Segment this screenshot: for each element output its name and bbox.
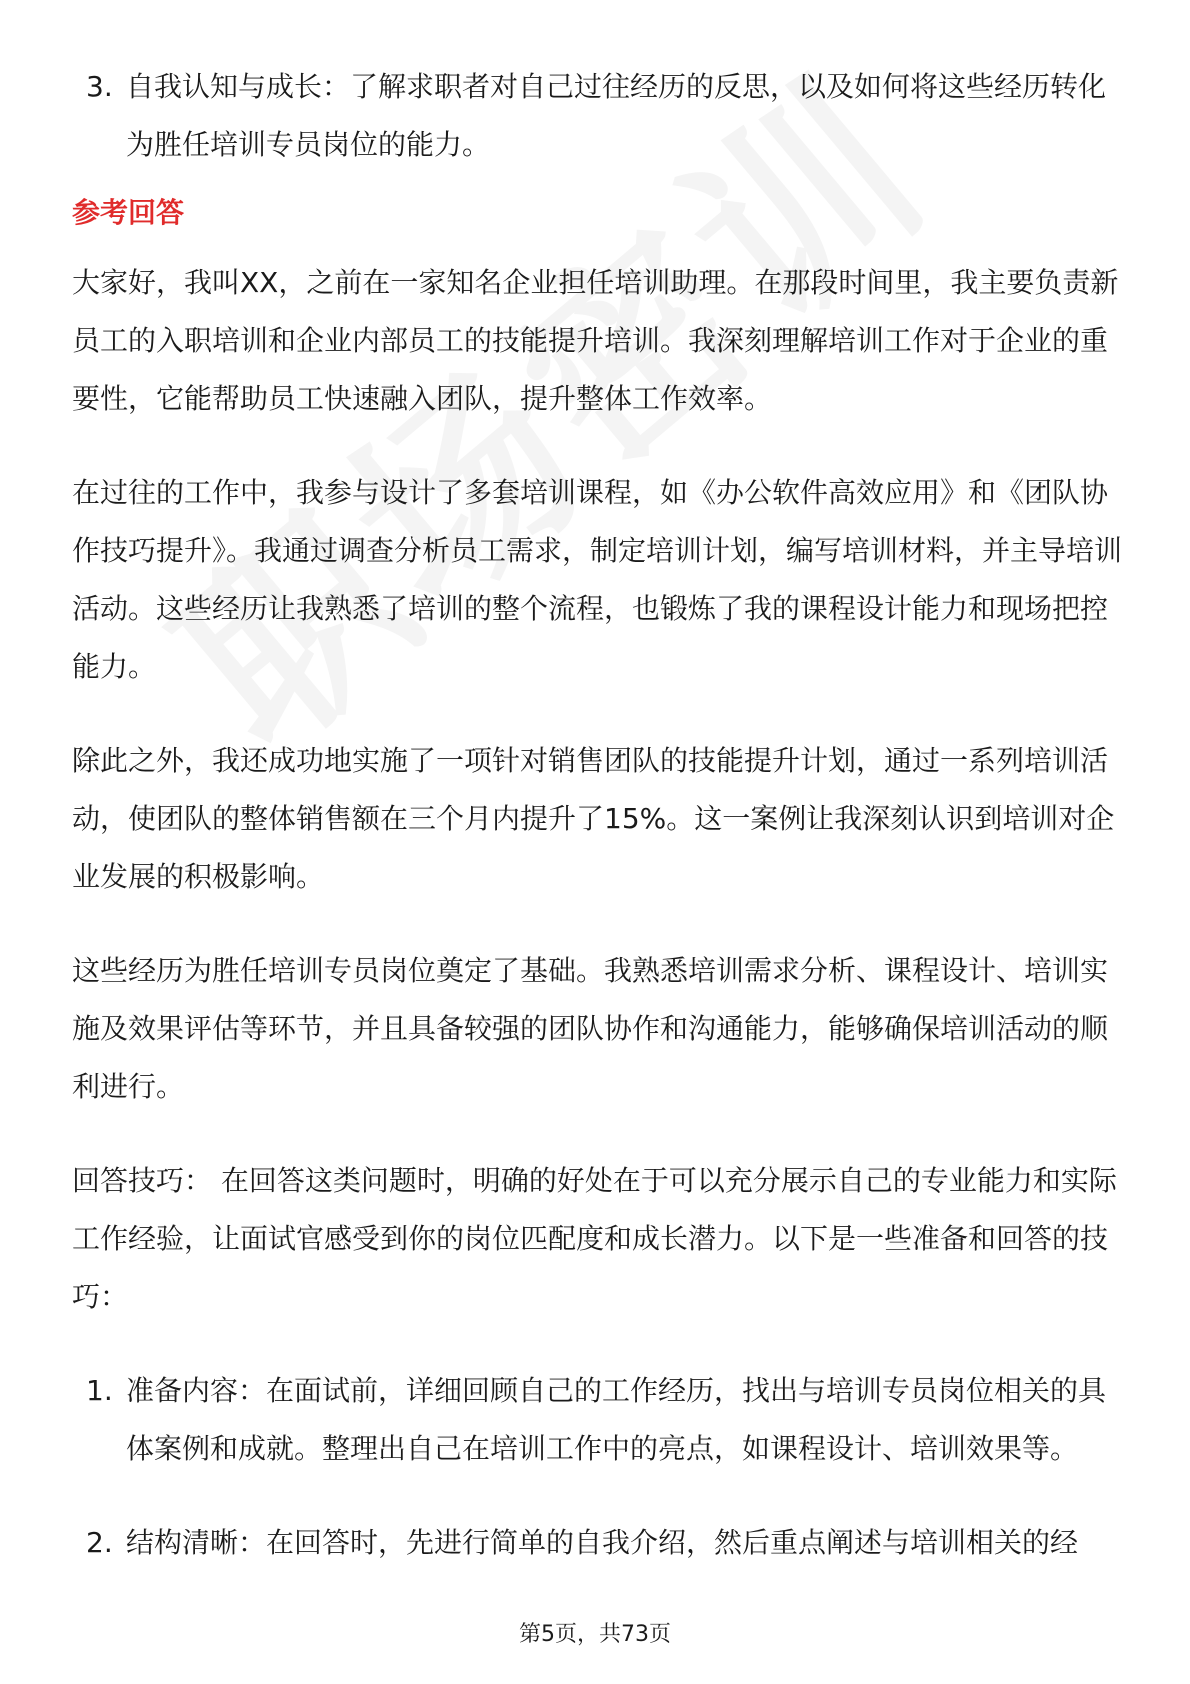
list-text: 自我认知与成长：了解求职者对自己过往经历的反思，以及如何将这些经历转化为胜任培训专员岗位的能力。 [126, 70, 1107, 161]
list-text: 结构清晰：在回答时，先进行简单的自我介绍，然后重点阐述与培训相关的经 [126, 1526, 1079, 1559]
paragraph-answer-tips: 回答技巧： 在回答这类问题时，明确的好处在于可以充分展示自己的专业能力和实际工作经验，让面试官感受到你的岗位匹配度和成长潜力。以下是一些准备和回答的技巧： [72, 1164, 1117, 1313]
list-item-3 [72, 58, 1128, 174]
list-number: 1. [86, 1374, 113, 1407]
paragraph-3: 除此之外，我还成功地实施了一项针对销售团队的技能提升计划，通过一系列培训活动，使团队的整体销售额在三个月内提升了15%。这一案例让我深刻认识到培训对企业发展的积极影响。 [72, 744, 1115, 893]
list-item-1 [72, 1362, 1128, 1478]
section-title: 参考回答 [72, 196, 185, 229]
paragraph-4: 这些经历为胜任培训专员岗位奠定了基础。我熟悉培训需求分析、课程设计、培训实施及效果评估等环节，并且具备较强的团队协作和沟通能力，能够确保培训活动的顺利进行。 [72, 954, 1109, 1103]
page-footer: 第5页，共73页 [519, 1622, 671, 1647]
paragraph-1: 大家好，我叫XX，之前在一家知名企业担任培训助理。在那段时间里，我主要负责新员工的入职培训和企业内部员工的技能提升培训。我深刻理解培训工作对于企业的重要性，它能帮助员工快速融入团队，提升整体工作效率。 [72, 266, 1119, 415]
page-content [72, 58, 1128, 1572]
list-text: 准备内容：在面试前，详细回顾自己的工作经历，找出与培训专员岗位相关的具体案例和成就。整理出自己在培训工作中的亮点，如课程设计、培训效果等。 [126, 1374, 1107, 1465]
list-number: 2. [86, 1526, 113, 1559]
paragraph-2: 在过往的工作中，我参与设计了多套培训课程，如《办公软件高效应用》和《团队协作技巧提升》。我通过调查分析员工需求，制定培训计划，编写培训材料，并主导培训活动。这些经历让我熟悉了培训的整个流程，也锻炼了我的课程设计能力和现场把控能力。 [72, 476, 1123, 683]
list-number: 3. [86, 70, 113, 103]
list-item-2 [72, 1514, 1128, 1572]
